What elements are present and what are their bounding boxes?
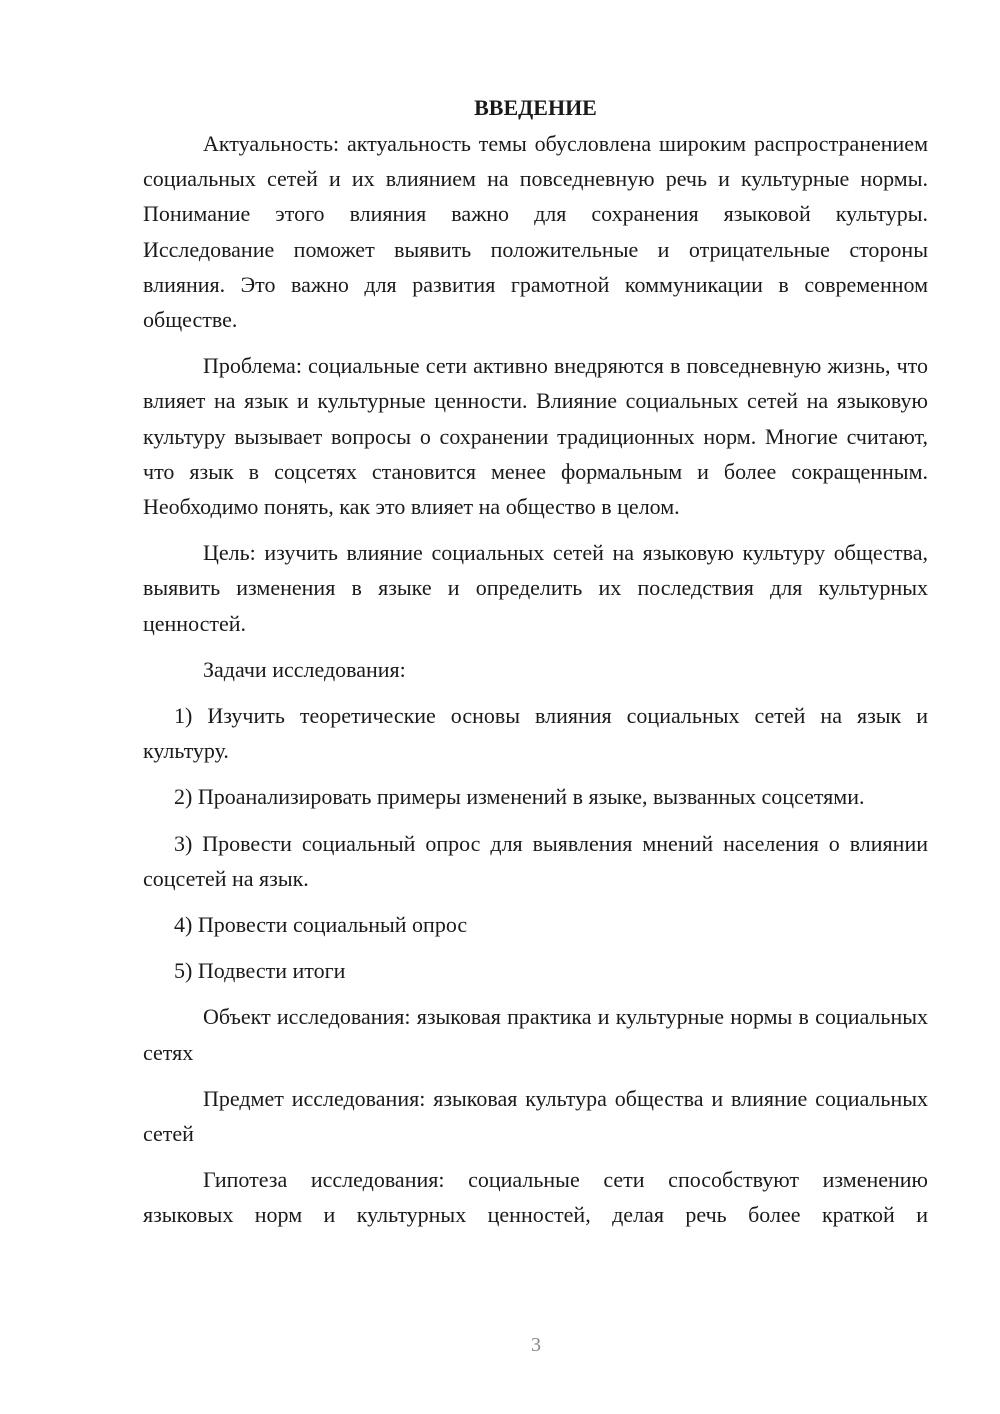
task-item-1: 1) Изучить теоретические основы влияния социальных сетей на язык и культуру. — [143, 703, 928, 764]
relevance-paragraph: Актуальность: актуальность темы обусловлена широким распространением социальных сетей и их влиянием на повседневную речь и культурные нормы. Понимание этого влияния важно для сохранения языковой культуры. Исследование поможет выявить положительные и отрицательные стороны влияния. Это важно для развития грамотной коммуникации в современном обществе. — [143, 131, 928, 333]
task-item-2: 2) Проанализировать примеры изменений в языке, вызванных соцсетями. — [174, 784, 865, 810]
tasks-heading: Задачи исследования: — [203, 656, 406, 682]
problem-paragraph: Проблема: социальные сети активно внедряются в повседневную жизнь, что влияет на язык и культурные ценности. Влияние социальных сетей на языковую культуру вызывает вопросы о сохранении традиционных норм. Многие считают, что язык в соцсетях становится менее формальным и более сокращенным. Необходимо понять, как это влияет на общество в целом. — [143, 353, 928, 520]
page-number: 3 — [531, 1334, 541, 1356]
object-paragraph: Объект исследования: языковая практика и культурные нормы в социальных сетях — [143, 1004, 928, 1065]
section-title: ВВЕДЕНИЕ — [474, 95, 597, 120]
goal-paragraph: Цель: изучить влияние социальных сетей на языковую культуру общества, выявить изменения в языке и определить их последствия для культурных ценностей. — [143, 540, 928, 636]
task-item-5: 5) Подвести итоги — [174, 958, 346, 984]
document-page — [143, 90, 928, 1233]
task-item-3: 3) Провести социальный опрос для выявления мнений населения о влиянии соцсетей на язык. — [143, 830, 928, 891]
hypothesis-paragraph: Гипотеза исследования: социальные сети способствуют изменению языковых норм и культурных ценностей, делая речь более краткой и — [143, 1167, 928, 1228]
task-item-4: 4) Провести социальный опрос — [174, 912, 468, 938]
subject-paragraph: Предмет исследования: языковая культура общества и влияние социальных сетей — [143, 1085, 928, 1147]
